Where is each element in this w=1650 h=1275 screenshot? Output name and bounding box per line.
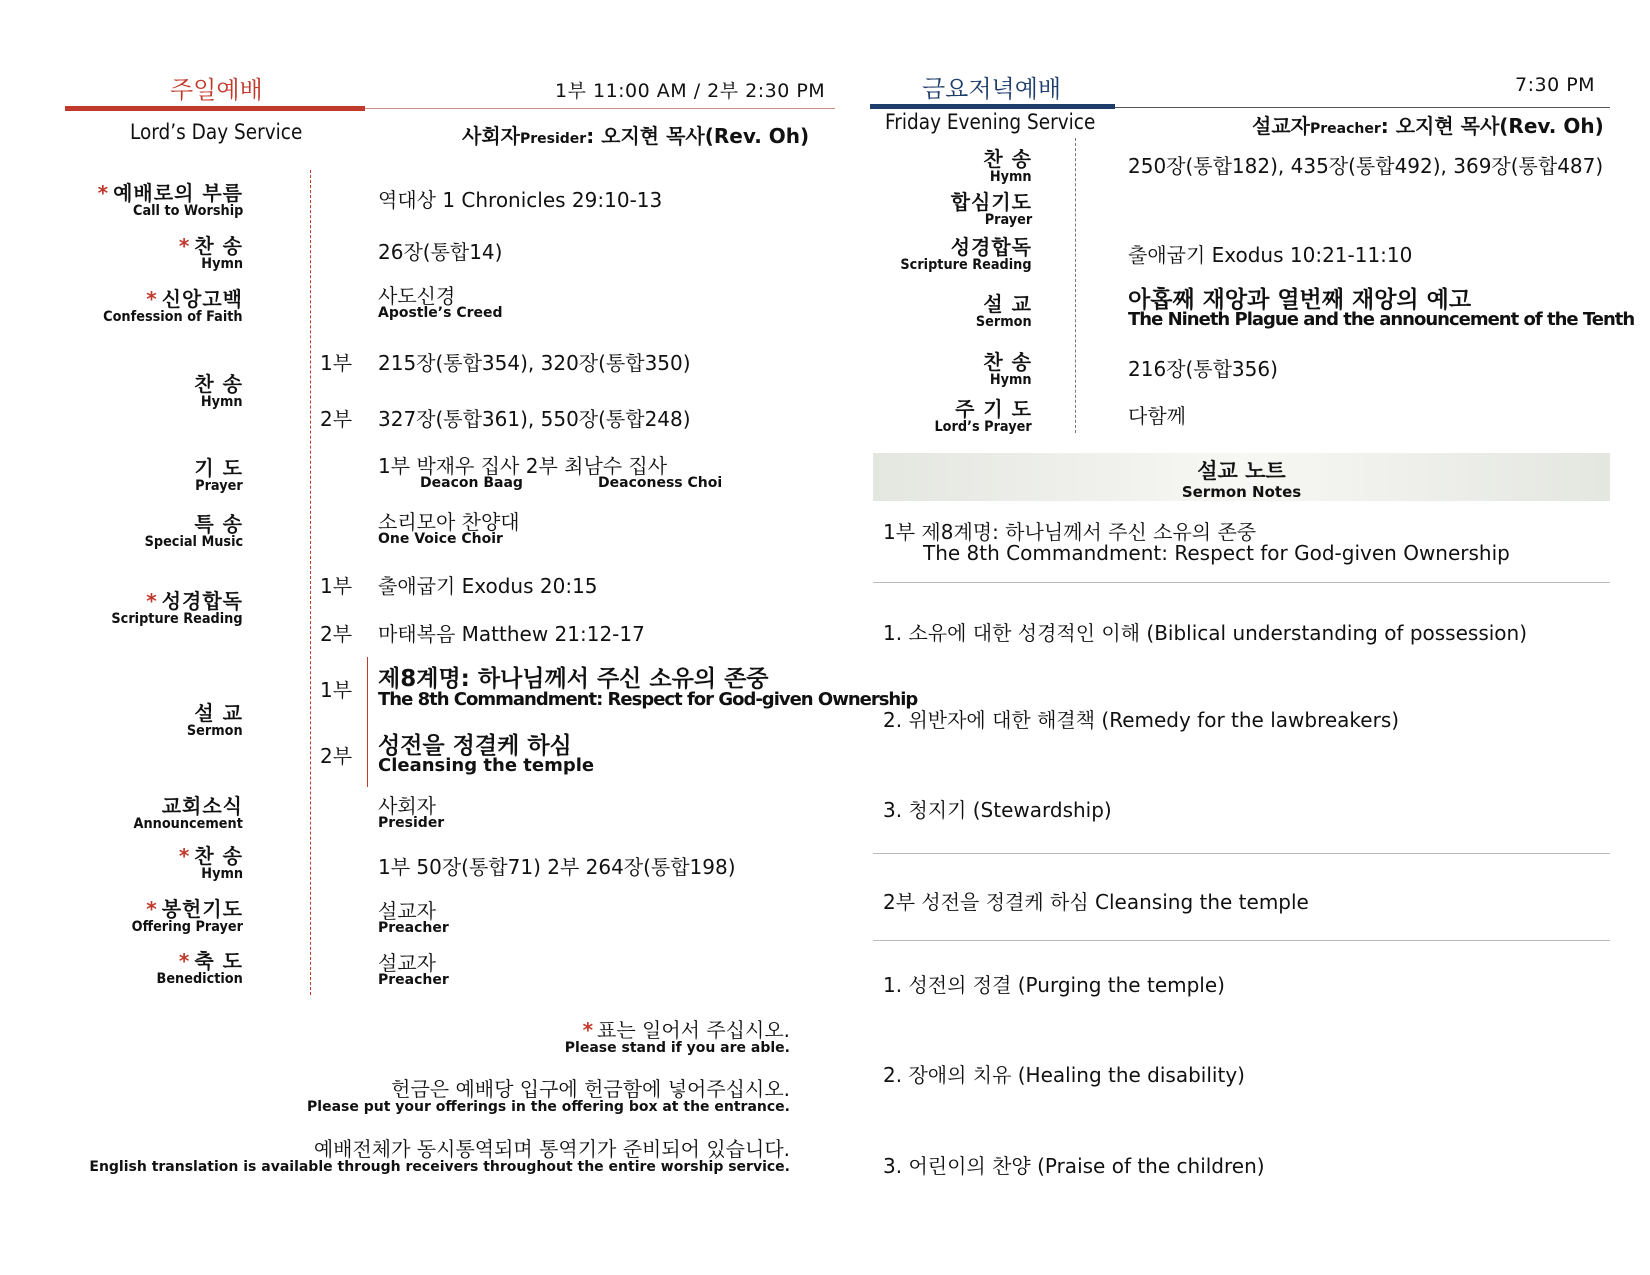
friday-preacher xyxy=(1252,110,1604,139)
value-prayer-ko: 1부 박재우 집사 2부 최남수 집사 xyxy=(378,454,668,478)
fri-label-scripture: 성경합독 Scripture Reading xyxy=(900,235,1032,273)
label-sermon: 설 교 Sermon xyxy=(187,701,243,739)
star-mark: * xyxy=(97,181,110,205)
footer-offering: 헌금은 예배당 입구에 헌금함에 넣어주십시오. xyxy=(391,1077,790,1101)
sunday-column-divider xyxy=(310,170,311,995)
fri-label-prayer: 합심기도 Prayer xyxy=(950,190,1032,228)
label-hymn-1: * 찬 송 Hymn xyxy=(178,234,243,272)
friday-subtitle: Friday Evening Service xyxy=(885,110,1096,134)
preacher-name: : 오지현 목사(Rev. Oh) xyxy=(1380,114,1604,138)
sunday-subtitle: Lord’s Day Service xyxy=(130,120,303,144)
notes-part2-title: 2부 성전을 정결케 하심 Cleansing the temple xyxy=(883,890,1309,914)
label-special-music: 특 송 Special Music xyxy=(144,512,243,550)
value-special-ko: 소리모아 찬양대 xyxy=(378,510,520,534)
value-scripture-part1: 출애굽기 Exodus 20:15 xyxy=(378,574,598,598)
value-scripture-part2: 마태복음 Matthew 21:12-17 xyxy=(378,622,645,646)
value-hymn-3: 1부 50장(통합71) 2부 264장(통합198) xyxy=(378,855,736,879)
value-prayer-en-1: Deacon Baag xyxy=(420,475,523,491)
friday-time: 7:30 PM xyxy=(1515,74,1596,96)
footer-stand-en: Please stand if you are able. xyxy=(564,1040,790,1056)
fri-label-lords-prayer: 주 기 도 Lord’s Prayer xyxy=(934,397,1032,435)
value-benediction-ko: 설교자 xyxy=(378,951,436,975)
friday-title-underline xyxy=(870,104,1115,109)
friday-header-rule xyxy=(1115,107,1610,108)
fri-value-sermon-en: The Nineth Plague and the announcement of the Tenth xyxy=(1128,309,1635,330)
fri-label-hymn-2: 찬 송 Hymn xyxy=(983,350,1032,388)
part-1-label-sermon: 1부 xyxy=(320,678,353,702)
notes-part1-point-1: 1. 소유에 대한 성경적인 이해 (Biblical understanding of possession) xyxy=(883,621,1528,645)
part-2-label-scripture: 2부 xyxy=(320,622,353,646)
value-creed-en: Apostle’s Creed xyxy=(378,305,503,321)
value-hymn-2-part1: 215장(통합354), 320장(통합350) xyxy=(378,351,691,375)
value-offering-en: Preacher xyxy=(378,920,449,936)
sunday-title: 주일예배 xyxy=(170,76,263,104)
label-hymn-2: 찬 송 Hymn xyxy=(194,372,243,410)
label-confession-of-faith: * 신앙고백 Confession of Faith xyxy=(103,287,243,325)
value-announcement-en: Presider xyxy=(378,815,445,831)
footer-translation-en: English translation is available through receivers throughout the entire worship service. xyxy=(89,1159,790,1175)
presider-label: 사회자 xyxy=(462,124,520,148)
value-sermon-part2-en: Cleansing the temple xyxy=(378,755,595,776)
notes-part1-point-2: 2. 위반자에 대한 해결책 (Remedy for the lawbreakers) xyxy=(883,708,1400,732)
fri-label-sermon: 설 교 Sermon xyxy=(976,292,1032,330)
notes-divider xyxy=(873,582,1610,583)
sunday-header-rule xyxy=(365,108,835,109)
part-2-label: 2부 xyxy=(320,407,353,431)
value-sermon-part1-en: The 8th Commandment: Respect for God-given Ownership xyxy=(378,689,918,710)
sunday-presider xyxy=(462,120,809,149)
notes-divider xyxy=(873,940,1610,941)
notes-divider xyxy=(873,853,1610,854)
sermon-bracket-line xyxy=(367,657,368,787)
presider-label-en: Presider xyxy=(519,131,587,147)
value-hymn-2-part2: 327장(통합361), 550장(통합248) xyxy=(378,407,691,431)
preacher-label-en: Preacher xyxy=(1309,121,1381,137)
value-offering-ko: 설교자 xyxy=(378,899,436,923)
value-prayer-en-2: Deaconess Choi xyxy=(598,475,723,491)
fri-value-lords-prayer: 다함께 xyxy=(1128,404,1186,428)
sermon-notes-title: 설교 노트 xyxy=(1197,459,1286,483)
part-2-label-sermon: 2부 xyxy=(320,744,353,768)
sermon-notes-header xyxy=(873,453,1610,501)
label-call-to-worship: * 예배로의 부름 Call to Worship xyxy=(97,181,243,219)
value-hymn-1: 26장(통합14) xyxy=(378,240,503,264)
part-1-label-scripture: 1부 xyxy=(320,574,353,598)
notes-part1-title-en: The 8th Commandment: Respect for God-given Ownership xyxy=(923,541,1510,565)
notes-part2-point-3: 3. 어린이의 찬양 (Praise of the children) xyxy=(883,1154,1265,1178)
fri-value-hymn-1: 250장(통합182), 435장(통합492), 369장(통합487) xyxy=(1128,154,1604,178)
footer-translation: 예배전체가 동시통역되며 통역기가 준비되어 있습니다. xyxy=(313,1137,790,1161)
value-sermon-part2-ko: 성전을 정결케 하심 xyxy=(378,733,572,759)
footer-offering-en: Please put your offerings in the offering box at the entrance. xyxy=(307,1099,790,1115)
value-sermon-part1-ko: 제8계명: 하나님께서 주신 소유의 존중 xyxy=(378,666,769,692)
presider-name: : 오지현 목사(Rev. Oh) xyxy=(586,124,810,148)
friday-column-divider xyxy=(1075,138,1076,433)
notes-part2-point-2: 2. 장애의 치유 (Healing the disability) xyxy=(883,1063,1245,1087)
preacher-label: 설교자 xyxy=(1252,114,1310,138)
sunday-times: 1부 11:00 AM / 2부 2:30 PM xyxy=(555,80,826,102)
fri-value-hymn-2: 216장(통합356) xyxy=(1128,357,1278,381)
friday-title: 금요저녁예배 xyxy=(922,75,1062,103)
sermon-notes-title-en: Sermon Notes xyxy=(1181,483,1302,501)
label-offering-prayer: * 봉헌기도 Offering Prayer xyxy=(131,897,243,935)
value-creed-ko: 사도신경 xyxy=(378,284,456,308)
label-prayer: 기 도 Prayer xyxy=(194,456,243,494)
label-hymn-3: * 찬 송 Hymn xyxy=(178,844,243,882)
notes-part2-point-1: 1. 성전의 정결 (Purging the temple) xyxy=(883,973,1225,997)
sunday-title-underline xyxy=(65,106,365,111)
fri-label-hymn-1: 찬 송 Hymn xyxy=(983,147,1032,185)
footer-stand: * 표는 일어서 주십시오. xyxy=(582,1018,790,1042)
value-announcement-ko: 사회자 xyxy=(378,794,436,818)
value-special-en: One Voice Choir xyxy=(378,531,503,547)
part-1-label: 1부 xyxy=(320,351,353,375)
notes-part1-title: 1부 제8계명: 하나님께서 주신 소유의 존중 xyxy=(883,520,1257,544)
label-scripture-reading: * 성경합독 Scripture Reading xyxy=(111,589,243,627)
fri-value-scripture: 출애굽기 Exodus 10:21-11:10 xyxy=(1128,243,1413,267)
value-call-to-worship: 역대상 1 Chronicles 29:10-13 xyxy=(378,188,663,212)
value-benediction-en: Preacher xyxy=(378,972,449,988)
label-announcement: 교회소식 Announcement xyxy=(133,794,243,832)
label-benediction: * 축 도 Benediction xyxy=(156,949,243,987)
fri-value-sermon-ko: 아홉째 재앙과 열번째 재앙의 예고 xyxy=(1128,287,1472,313)
notes-part1-point-3: 3. 청지기 (Stewardship) xyxy=(883,798,1112,822)
